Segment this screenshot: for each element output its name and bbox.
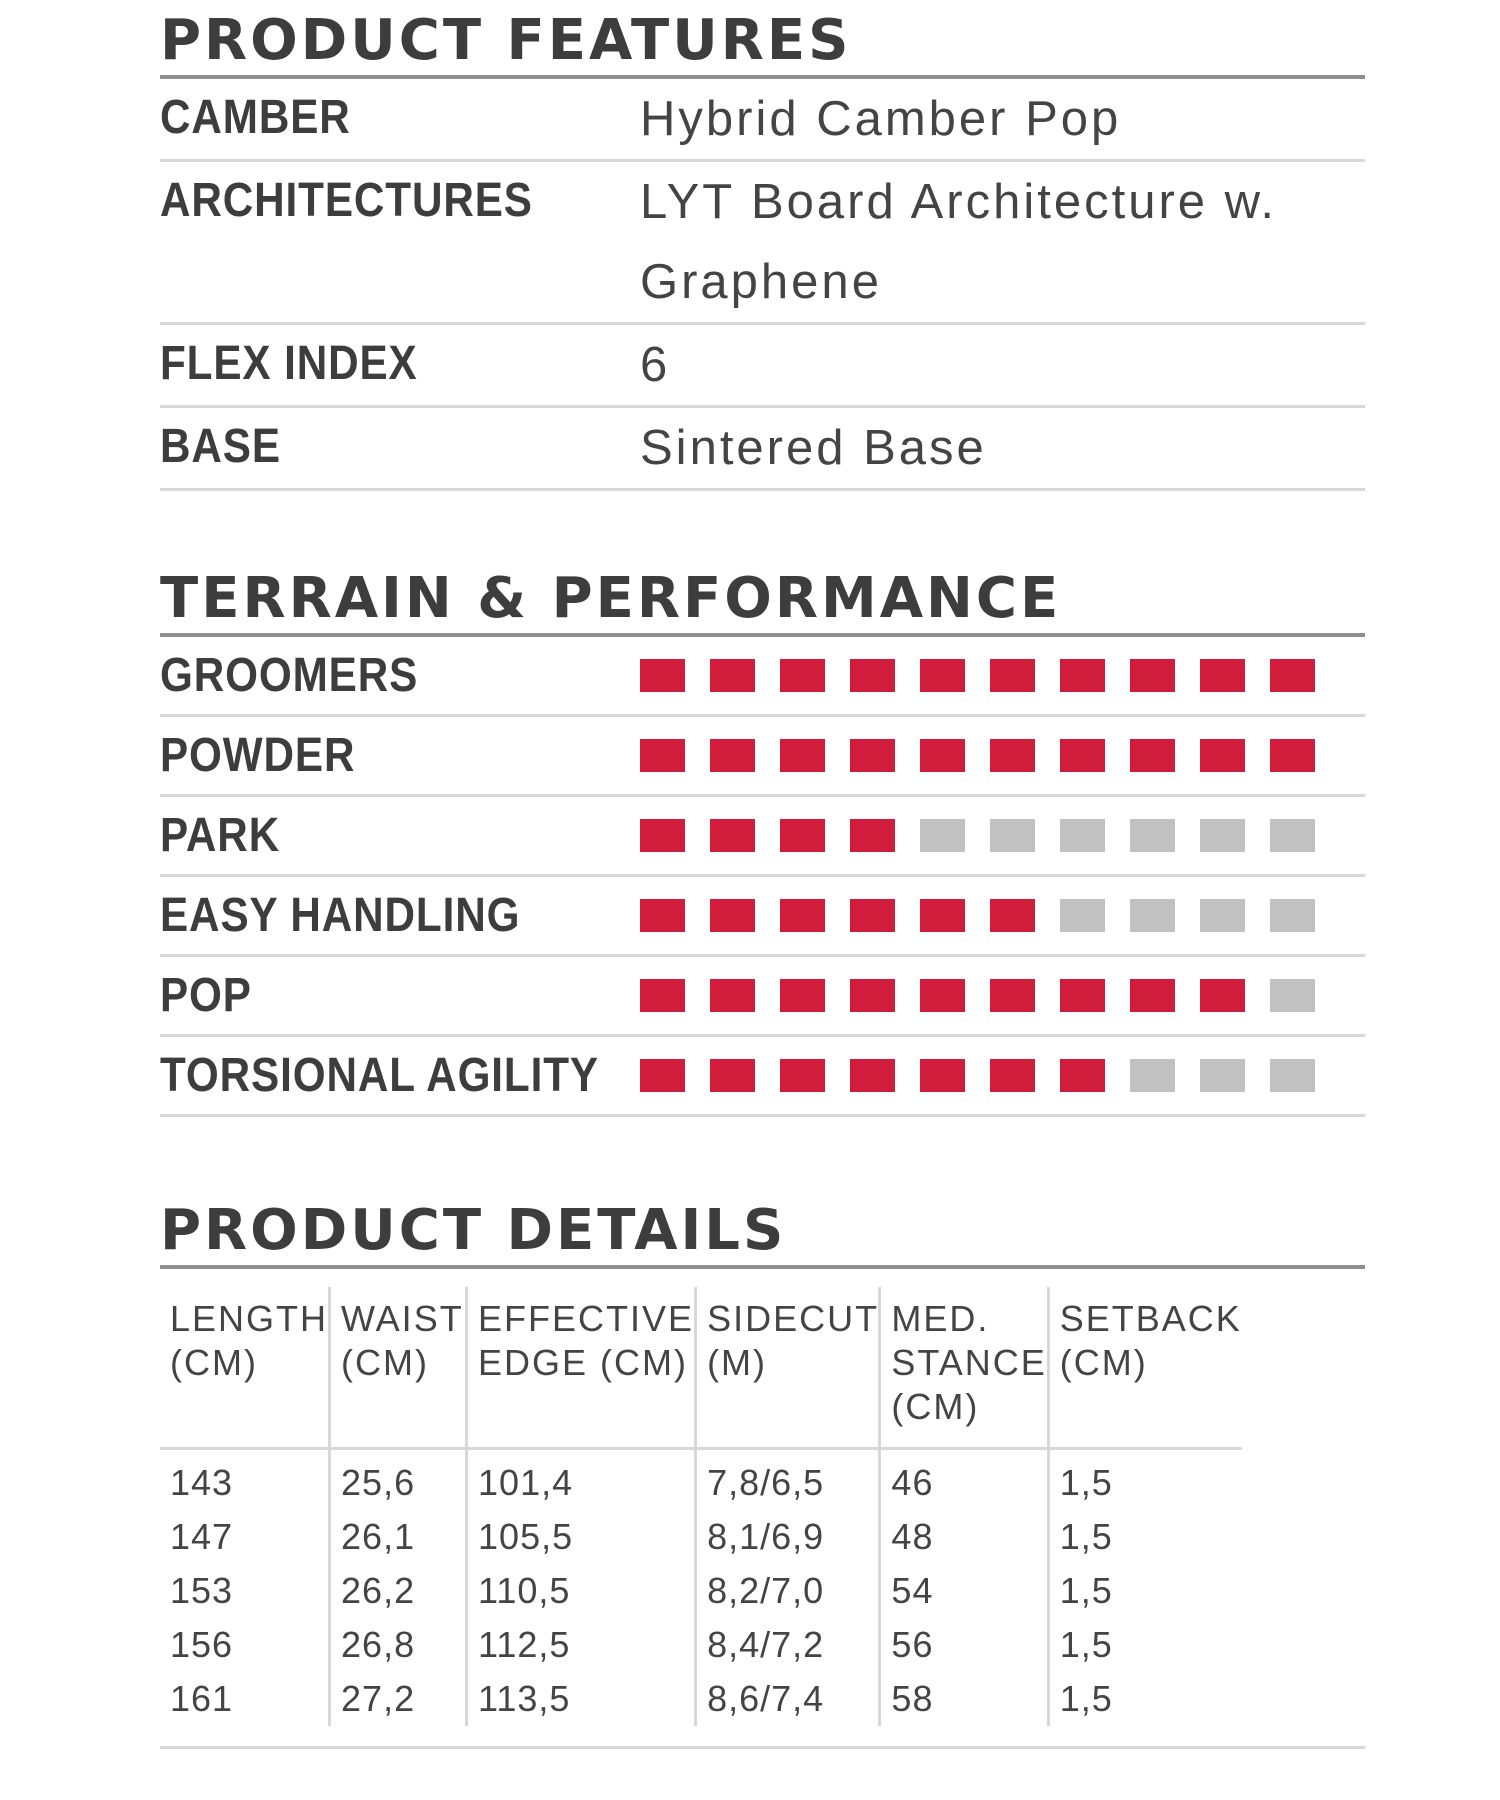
rating-square-filled (850, 739, 895, 772)
rating-square-filled (640, 659, 685, 692)
cell-setback: 1,5 (1059, 1624, 1113, 1665)
terrain-performance-title: TERRAIN & PERFORMANCE (160, 565, 1365, 637)
rating-list (160, 637, 1365, 1117)
rating-row-park (160, 797, 1365, 877)
table-row (160, 1564, 1242, 1618)
feature-value: 6 (640, 338, 671, 392)
rating-square-empty (1200, 819, 1245, 852)
rating-square-filled (920, 659, 965, 692)
rating-square-filled (1270, 659, 1315, 692)
table-row (160, 1449, 1242, 1511)
rating-square-filled (710, 739, 755, 772)
rating-row-powder (160, 717, 1365, 797)
cell-med-stance: 58 (880, 1672, 1048, 1726)
rating-square-filled (1060, 979, 1105, 1012)
rating-square-empty (990, 819, 1035, 852)
rating-label: EASY HANDLING (160, 889, 521, 942)
feature-row-camber (160, 79, 1365, 162)
rating-square-filled (990, 739, 1035, 772)
feature-label: ARCHITECTURES (160, 174, 533, 227)
rating-square-filled (1200, 739, 1245, 772)
rating-square-filled (780, 659, 825, 692)
rating-square-filled (780, 819, 825, 852)
rating-square-filled (780, 739, 825, 772)
cell-length: 153 (160, 1564, 330, 1618)
rating-label: PARK (160, 809, 281, 862)
cell-sidecut: 8,6/7,4 (696, 1672, 880, 1726)
rating-square-filled (920, 979, 965, 1012)
rating-square-filled (920, 739, 965, 772)
rating-square-filled (640, 979, 685, 1012)
rating-square-empty (1060, 819, 1105, 852)
rating-square-filled (1060, 659, 1105, 692)
rating-label: POWDER (160, 729, 356, 782)
feature-label: FLEX INDEX (160, 337, 418, 390)
rating-square-filled (850, 1059, 895, 1092)
rating-square-filled (710, 1059, 755, 1092)
rating-square-filled (990, 659, 1035, 692)
feature-row-base (160, 408, 1365, 491)
rating-row-torsional-agility (160, 1037, 1365, 1117)
rating-square-empty (1270, 819, 1315, 852)
rating-square-filled (1060, 739, 1105, 772)
rating-square-filled (640, 899, 685, 932)
cell-effective-edge: 101,4 (467, 1449, 696, 1511)
cell-setback: 1,5 (1059, 1570, 1113, 1611)
rating-square-filled (850, 899, 895, 932)
rating-square-filled (850, 659, 895, 692)
rating-square-filled (1200, 659, 1245, 692)
rating-square-filled (1060, 1059, 1105, 1092)
cell-med-stance: 56 (880, 1618, 1048, 1672)
cell-length: 161 (160, 1672, 330, 1726)
rating-square-filled (850, 979, 895, 1012)
cell-sidecut: 7,8/6,5 (696, 1449, 880, 1511)
rating-square-filled (1130, 979, 1175, 1012)
rating-square-filled (710, 819, 755, 852)
rating-square-empty (1060, 899, 1105, 932)
header-waist: WAIST (CM) (330, 1287, 467, 1449)
rating-square-filled (990, 899, 1035, 932)
cell-sidecut: 8,1/6,9 (696, 1510, 880, 1564)
rating-square-filled (1130, 739, 1175, 772)
product-features-section (160, 7, 1365, 491)
rating-square-empty (1270, 899, 1315, 932)
rating-square-filled (990, 979, 1035, 1012)
rating-square-filled (640, 739, 685, 772)
rating-squares (640, 739, 1340, 772)
cell-waist: 26,8 (330, 1618, 467, 1672)
header-sidecut: SIDECUT (M) (696, 1287, 880, 1449)
product-features-title: PRODUCT FEATURES (160, 7, 1365, 79)
rating-square-empty (1270, 979, 1315, 1012)
rating-square-filled (920, 899, 965, 932)
feature-label: CAMBER (160, 91, 351, 144)
cell-med-stance: 54 (880, 1564, 1048, 1618)
details-table (160, 1287, 1242, 1726)
rating-squares (640, 979, 1340, 1012)
rating-label: TORSIONAL AGILITY (160, 1049, 599, 1102)
header-setback: SETBACK (CM) (1048, 1287, 1242, 1449)
cell-effective-edge: 105,5 (467, 1510, 696, 1564)
cell-length: 143 (160, 1449, 330, 1511)
feature-value: Hybrid Camber Pop (640, 92, 1122, 146)
rating-square-filled (640, 1059, 685, 1092)
cell-effective-edge: 112,5 (467, 1618, 696, 1672)
cell-setback: 1,5 (1059, 1678, 1113, 1719)
header-effective-edge: EFFECTIVE EDGE (CM) (467, 1287, 696, 1449)
rating-row-pop (160, 957, 1365, 1037)
rating-square-filled (640, 819, 685, 852)
terrain-performance-section (160, 565, 1365, 1117)
rating-square-filled (920, 1059, 965, 1092)
rating-row-groomers (160, 637, 1365, 717)
rating-square-filled (710, 979, 755, 1012)
details-table-wrapper (160, 1269, 1365, 1749)
rating-square-filled (780, 1059, 825, 1092)
rating-square-empty (1270, 1059, 1315, 1092)
cell-setback: 1,5 (1059, 1462, 1113, 1503)
rating-square-filled (990, 1059, 1035, 1092)
rating-row-easy-handling (160, 877, 1365, 957)
rating-square-empty (1130, 899, 1175, 932)
feature-value: Sintered Base (640, 421, 987, 475)
table-row (160, 1618, 1242, 1672)
rating-square-filled (1200, 979, 1245, 1012)
cell-waist: 26,2 (330, 1564, 467, 1618)
rating-squares (640, 659, 1340, 692)
rating-square-filled (1270, 739, 1315, 772)
feature-value: LYT Board Architecture w. Graphene (640, 175, 1277, 309)
cell-med-stance: 46 (880, 1449, 1048, 1511)
rating-square-empty (1130, 819, 1175, 852)
details-header-row (160, 1287, 1242, 1449)
cell-waist: 25,6 (330, 1449, 467, 1511)
cell-sidecut: 8,4/7,2 (696, 1618, 880, 1672)
table-row (160, 1510, 1242, 1564)
cell-effective-edge: 110,5 (467, 1564, 696, 1618)
cell-length: 147 (160, 1510, 330, 1564)
cell-waist: 26,1 (330, 1510, 467, 1564)
feature-row-architectures (160, 162, 1365, 325)
cell-med-stance: 48 (880, 1510, 1048, 1564)
rating-square-filled (1130, 659, 1175, 692)
header-length: LENGTH (CM) (160, 1287, 330, 1449)
rating-label: GROOMERS (160, 649, 419, 702)
rating-square-filled (710, 899, 755, 932)
table-row (160, 1672, 1242, 1726)
rating-square-empty (920, 819, 965, 852)
rating-square-filled (780, 979, 825, 1012)
spec-sheet (160, 0, 1365, 1749)
cell-setback: 1,5 (1059, 1516, 1113, 1557)
cell-length: 156 (160, 1618, 330, 1672)
feature-row-flex-index (160, 325, 1365, 408)
rating-square-filled (780, 899, 825, 932)
rating-square-filled (710, 659, 755, 692)
rating-squares (640, 819, 1340, 852)
cell-sidecut: 8,2/7,0 (696, 1564, 880, 1618)
feature-label: BASE (160, 420, 281, 473)
header-med-stance: MED. STANCE (CM) (880, 1287, 1048, 1449)
rating-square-filled (850, 819, 895, 852)
rating-square-empty (1200, 899, 1245, 932)
rating-squares (640, 899, 1340, 932)
rating-square-empty (1130, 1059, 1175, 1092)
rating-label: POP (160, 969, 252, 1022)
cell-waist: 27,2 (330, 1672, 467, 1726)
rating-square-empty (1200, 1059, 1245, 1092)
product-details-section (160, 1197, 1365, 1749)
rating-squares (640, 1059, 1340, 1092)
product-details-title: PRODUCT DETAILS (160, 1197, 1365, 1269)
cell-effective-edge: 113,5 (467, 1672, 696, 1726)
